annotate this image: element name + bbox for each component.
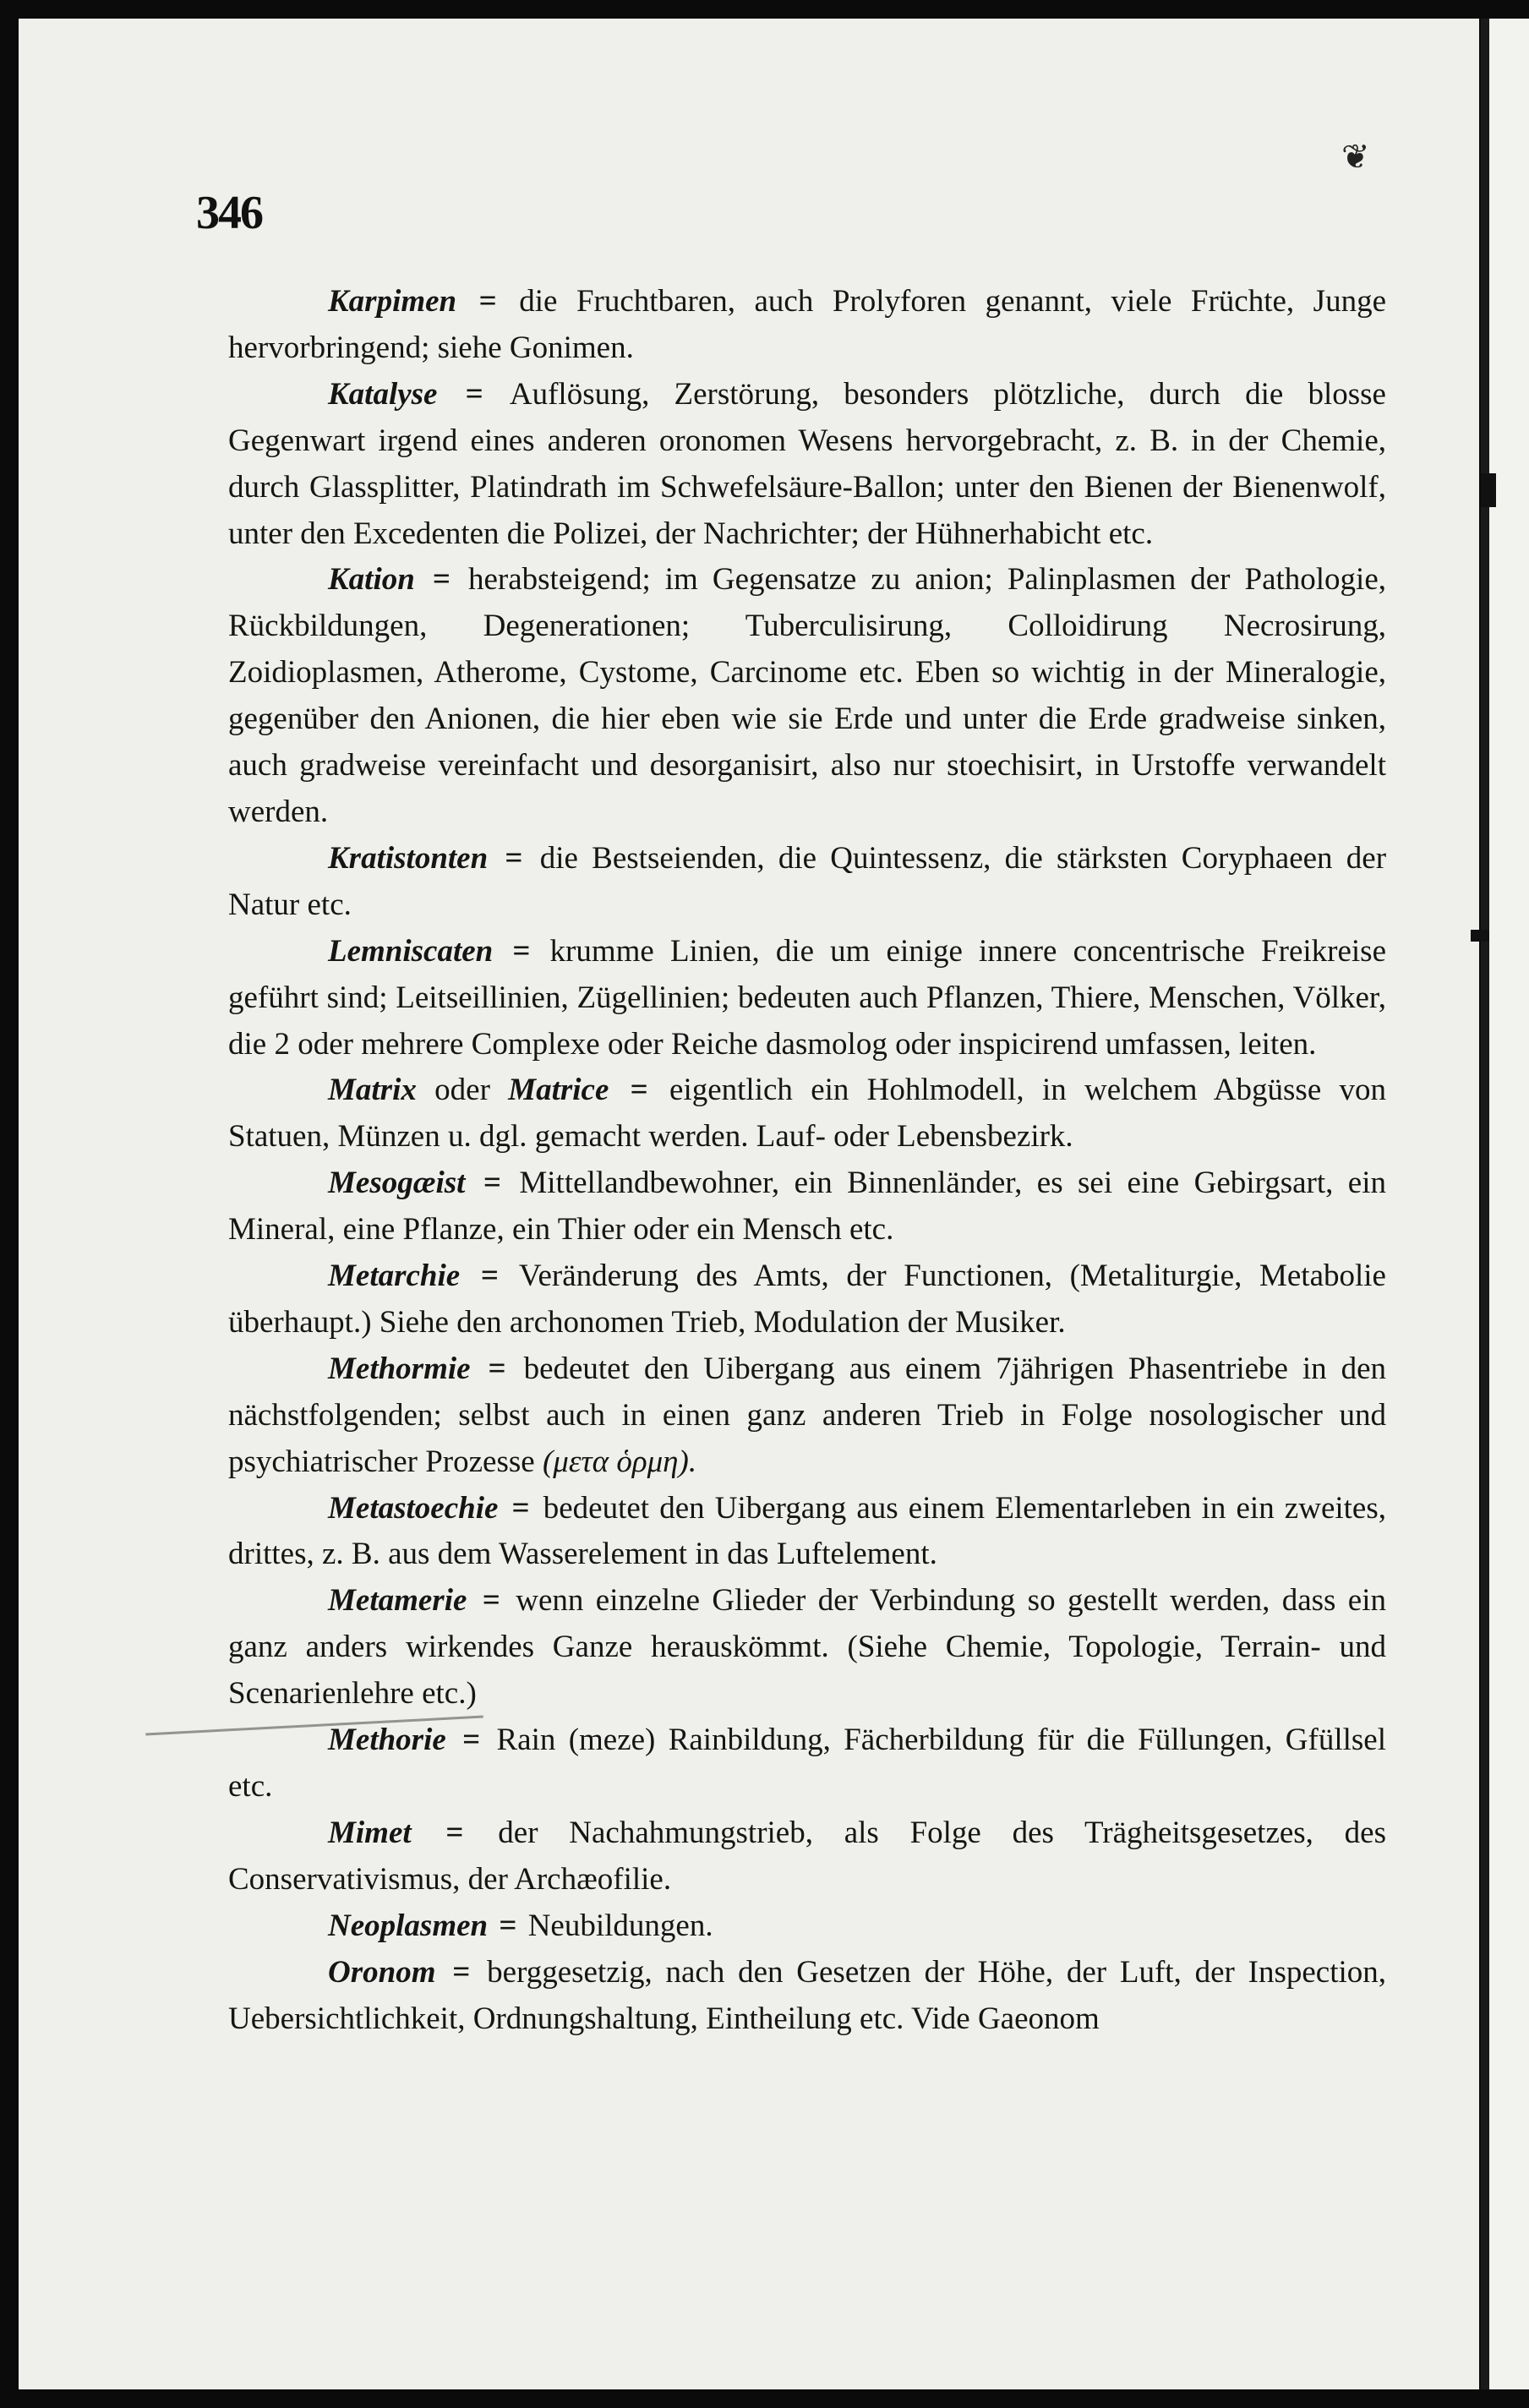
glossary-entry — [228, 372, 1386, 558]
equals-sign: = — [478, 284, 497, 319]
entry-term: Lemniscaten — [328, 933, 494, 969]
equals-sign: = — [505, 840, 523, 876]
entry-term: Karpimen — [328, 284, 457, 319]
glossary-entry — [228, 1067, 1386, 1160]
equals-sign: = — [432, 562, 451, 598]
binding-gutter — [1481, 19, 1489, 2389]
entry-definition: eigentlich ein Hohlmodell, in welchem Abgüsse von Statuen, Münzen u. dgl. gemacht werden. Lauf- oder Lebensbezirk. — [228, 1073, 1387, 1155]
entry-definition: die Fruchtbaren, auch Prolyforen genannt, viele Früchte, Junge hervorbringend; siehe Gonimen. — [228, 284, 1387, 365]
entry-conjunction: oder — [434, 1073, 490, 1108]
equals-sign: = — [499, 1908, 517, 1943]
entry-definition: krumme Linien, die um einige innere concentrische Freikreise geführt sind; Leitseillinien, Zügellinien; bedeuten auch Pflanzen, Thiere, Menschen, Völker, die 2 oder mehrere Complexe oder Reiche dasmolog oder inspicirend umfassen, leiten. — [228, 933, 1386, 1062]
entry-term: Katalyse — [328, 376, 438, 412]
glossary-entry — [228, 929, 1386, 1068]
glossary-entry — [228, 279, 1386, 372]
glossary-entry — [228, 1717, 1386, 1810]
entry-term: Mesogæist — [328, 1166, 466, 1201]
equals-sign: = — [452, 1954, 471, 1990]
equals-sign: = — [465, 376, 483, 412]
equals-sign: = — [445, 1815, 464, 1850]
glossary-entry — [228, 1486, 1386, 1579]
equals-sign: = — [483, 1166, 501, 1201]
entry-term: Metastoechie — [328, 1490, 499, 1526]
facing-page-edge — [1489, 19, 1529, 2389]
glossary-entry — [228, 1950, 1386, 2043]
page-number: 346 — [196, 187, 262, 239]
greek-etymology: (μετα ὁρμη). — [542, 1444, 697, 1479]
entry-definition: wenn einzelne Glieder der Verbindung so gestellt werden, dass ein ganz anders wirkendes Ganze herauskömmt. (Siehe Chemie, Topologie, Terrain- und Scenarienlehre etc.) — [228, 1583, 1386, 1712]
entry-definition: der Nachahmungstrieb, als Folge des Trägheitsgesetzes, des Conservativismus, der Archæofilie. — [228, 1815, 1387, 1897]
entry-definition: bedeutet den Uibergang aus einem Elementarleben in ein zweites, drittes, z. B. aus dem Wasserelement in das Luftelement. — [228, 1490, 1387, 1572]
entry-term: Methorie — [328, 1723, 446, 1758]
glossary-entry — [228, 1578, 1386, 1717]
edge-bracket — [1481, 473, 1496, 507]
edge-bracket — [1471, 930, 1489, 942]
equals-sign: = — [462, 1723, 481, 1758]
equals-sign: = — [511, 1490, 530, 1526]
entry-term: Oronom — [328, 1954, 436, 1990]
entry-term: Metamerie — [328, 1583, 467, 1619]
entry-definition: berggesetzig, nach den Gesetzen der Höhe, der Luft, der Inspection, Uebersichtlichkeit, Ordnungshaltung, Eintheilung etc. Vide Gaeonom — [228, 1954, 1387, 2036]
entry-definition: Rain (meze) Rainbildung, Fächerbildung für die Füllungen, Gfüllsel etc. — [228, 1723, 1387, 1804]
entry-definition: Veränderung des Amts, der Functionen, (Metaliturgie, Metabolie überhaupt.) Siehe den archonomen Trieb, Modulation der Musiker. — [228, 1259, 1386, 1340]
entry-term: Kratistonten — [328, 840, 489, 876]
entry-term: Metarchie — [328, 1259, 461, 1294]
book-page — [19, 19, 1479, 2389]
entry-definition: Neubildungen. — [527, 1908, 713, 1943]
equals-sign: = — [480, 1259, 499, 1294]
equals-sign: = — [512, 933, 531, 969]
glossary-entry — [228, 1903, 1386, 1950]
equals-sign: = — [482, 1583, 500, 1619]
entry-term: Kation — [328, 562, 415, 598]
glossary-text — [228, 279, 1386, 2042]
equals-sign: = — [488, 1351, 506, 1386]
glossary-entry — [228, 836, 1386, 929]
entry-term: Methormie — [328, 1351, 471, 1386]
glossary-entry — [228, 1160, 1386, 1253]
entry-term-alt: Matrice — [508, 1073, 609, 1108]
ornament-mark: ❦ — [1341, 138, 1370, 176]
entry-definition: bedeutet den Uibergang aus einem 7jährigen Phasentriebe in den nächstfolgenden; selbst auch in einen ganz anderen Trieb in Folge nosologischer und psychiatrischer Prozesse — [228, 1351, 1387, 1479]
glossary-entry — [228, 1253, 1386, 1346]
entry-definition: die Bestseienden, die Quintessenz, die stärksten Coryphaeen der Natur etc. — [228, 840, 1387, 922]
glossary-entry — [228, 1346, 1386, 1486]
equals-sign: = — [630, 1073, 648, 1108]
entry-term: Mimet — [328, 1815, 412, 1850]
entry-definition: Auflösung, Zerstörung, besonders plötzliche, durch die blosse Gegenwart irgend eines anderen oronomen Wesens hervorgebracht, z. B. in der Chemie, durch Glassplitter, Platindrath im Schwefelsäure-Ballon; unter den Bienen der Bienenwolf, unter den Excedenten die Polizei, der Nachrichter; der Hühnerhabicht etc. — [228, 376, 1386, 551]
entry-definition: Mittellandbewohner, ein Binnenländer, es sei eine Gebirgsart, ein Mineral, eine Pflanze, ein Thier oder ein Mensch etc. — [228, 1166, 1387, 1248]
glossary-entry — [228, 1810, 1386, 1903]
glossary-entry — [228, 557, 1386, 835]
entry-term: Matrix — [328, 1073, 417, 1108]
entry-definition: herabsteigend; im Gegensatze zu anion; Palinplasmen der Pathologie, Rückbildungen, Degenerationen; Tuberculisirung, Colloidirung Necrosirung, Zoidioplasmen, Atherome, Cystome, Carcinome etc. Eben so wichtig in der Mineralogie, gegenüber den Anionen, die hier eben wie sie Erde und unter die Erde gradweise sinken, auch gradweise vereinfacht und desorganisirt, also nur stoechisirt, in Urstoffe verwandelt werden. — [228, 562, 1387, 829]
entry-term: Neoplasmen — [328, 1908, 489, 1943]
